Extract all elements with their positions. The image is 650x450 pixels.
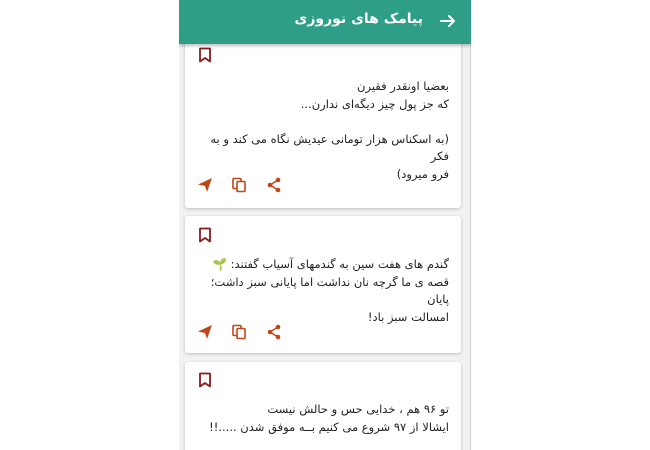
- card-actions: [197, 177, 307, 195]
- phone-screen: [179, 0, 471, 450]
- send-icon[interactable]: [197, 324, 213, 340]
- arrow-forward-icon[interactable]: [439, 12, 457, 30]
- message-card: [185, 362, 461, 450]
- app-bar: [179, 0, 471, 44]
- divider: [470, 0, 471, 450]
- message-card: [185, 34, 461, 208]
- page-title: پیامک های نوروزی: [294, 11, 423, 27]
- copy-icon[interactable]: [231, 177, 247, 193]
- copy-icon[interactable]: [231, 324, 247, 340]
- message-text: تو ۹۶ هم ، خدایی حس و حالش نیست ایشالا از ۹۷ شروع می کنیم بــه موفق شدن .....!!: [209, 402, 449, 434]
- send-icon[interactable]: [197, 177, 213, 193]
- bookmark-icon[interactable]: [198, 47, 212, 63]
- share-icon[interactable]: [266, 177, 282, 193]
- bookmark-icon[interactable]: [198, 227, 212, 243]
- message-card: [185, 216, 461, 353]
- message-text: گندم های هفت سین به گندمهای آسیاب گفتند: 🌱 قصه ی ما گرچه نان نداشت اما پایانی سبز داشت؛ پایان امسالت سبز باد!: [210, 257, 449, 324]
- message-text: بعضیا اونقدر فقیرن که جز پول چیز دیگه‌ای ندارن... (به اسکناس هزار تومانی عیدیش نگاه می کند و به فکر فرو میرود): [210, 79, 449, 181]
- bookmark-icon[interactable]: [198, 372, 212, 388]
- share-icon[interactable]: [266, 324, 282, 340]
- card-actions: [197, 324, 307, 342]
